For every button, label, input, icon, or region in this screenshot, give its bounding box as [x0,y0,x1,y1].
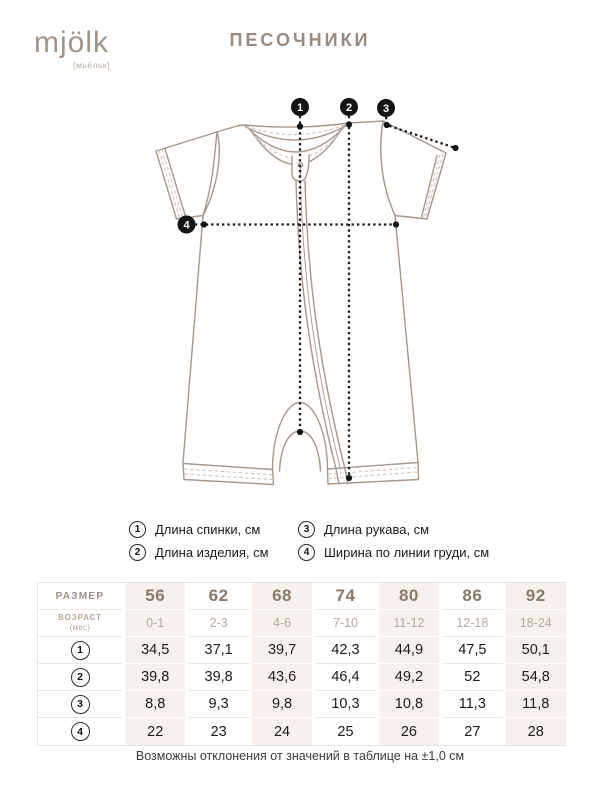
diagram-marker-2 [340,98,358,116]
measurement-cell [442,718,502,745]
size-cell [506,583,566,610]
measurement-value: 26 [400,723,417,740]
measurement-value: 10,3 [331,696,360,712]
age-cell [252,610,312,637]
age-header-cell [38,610,122,637]
age-value: 4-6 [273,616,292,630]
measurement-value: 44,9 [394,642,424,658]
age-header-label: ВОЗРАСТ (мес) [58,613,102,632]
size-cell [125,583,185,610]
size-table [37,582,566,746]
row-label-cell-4 [38,718,122,745]
measurement-value: 9,3 [208,696,229,712]
measurement-value: 23 [210,723,227,740]
measurement-value: 9,8 [271,696,293,712]
size-column-92 [506,583,566,745]
row-number-circle: 3 [71,695,90,714]
measurement-cell [442,637,502,664]
table-label-column [38,583,122,745]
measurement-value: 46,4 [331,669,360,685]
size-value: 62 [208,586,229,605]
size-column-86 [442,583,502,745]
measurement-value: 39,7 [267,642,297,658]
measurement-cell [506,718,566,745]
size-value: 56 [145,586,166,605]
measure-endpoint [346,475,352,481]
crotch-seam [280,431,321,471]
measure-endpoint [393,221,399,227]
legend-item-sleeve-length [298,520,429,539]
measurement-value: 47,5 [458,642,487,658]
brand-logo-text: mjölk [34,26,110,59]
measurement-value: 39,8 [204,669,233,685]
measure-endpoint [297,123,303,129]
row-number-circle: 1 [71,641,90,660]
diagram-marker-3 [377,99,395,117]
legend-item-chest-width [298,543,489,562]
age-cell [315,610,375,637]
size-cell [442,583,502,610]
measurement-cell [188,664,248,691]
measurement-cell [252,637,312,664]
measurement-cell [125,691,185,718]
svg-text:3: 3 [382,102,390,115]
measurement-value: 39,8 [141,669,170,685]
row-number-circle: 2 [71,668,90,687]
size-value: 92 [525,586,546,605]
measurement-value: 37,1 [204,642,233,658]
legend-number-circle: 4 [298,544,315,561]
measurement-cell [252,718,312,745]
row-label-cell-2 [38,664,122,691]
age-value: 18-24 [519,616,552,630]
legend-item-item-length [129,543,269,562]
measurement-cell [506,637,566,664]
age-cell [442,610,502,637]
measurement-value: 11,3 [458,696,486,712]
size-column-56 [125,583,185,745]
measurement-cell [379,637,439,664]
legend-number-circle: 1 [129,521,146,538]
row-number-circle: 4 [71,722,90,741]
measurement-cell [506,664,566,691]
measurement-cell [379,691,439,718]
row-label-cell-1 [38,637,122,664]
measurement-value: 54,8 [521,669,550,685]
measurement-value: 11,8 [522,696,550,712]
tolerance-note: Возможны отклонения от значений в таблице на ±1,0 см [135,749,465,763]
measure-endpoint [452,145,458,151]
age-value: 11-12 [393,616,425,630]
measurement-cell [315,718,375,745]
measurement-cell [188,718,248,745]
legend-number-circle: 3 [298,521,315,538]
svg-text:1: 1 [296,101,304,114]
measurement-value: 22 [147,723,164,740]
measurement-cell [379,664,439,691]
measure-endpoint [384,122,390,128]
measurement-value: 27 [464,723,481,740]
measurement-cell [252,691,312,718]
page-title: ПЕСОЧНИКИ [229,30,371,50]
legend-label: Длина рукава, см [324,522,430,537]
size-cell [252,583,312,610]
svg-text:2: 2 [345,101,353,114]
measurement-value: 43,6 [267,669,297,685]
age-cell [125,610,185,637]
measurement-cell [442,664,502,691]
age-cell [188,610,248,637]
brand-logo-transcription: [мьёльк] [73,60,110,70]
measurement-cell [125,664,185,691]
size-cell [315,583,375,610]
legend-number-circle: 2 [129,544,146,561]
row-label-cell-3 [38,691,122,718]
size-column-62 [188,583,248,745]
measurement-value: 50,1 [521,642,550,658]
measurement-cell [252,664,312,691]
legend-label: Ширина по линии груди, см [324,544,490,560]
measure-endpoint [201,221,207,227]
age-cell [379,610,439,637]
legend-label: Длина изделия, см [155,544,269,560]
measurement-value: 28 [527,723,544,740]
measure-endpoint [297,429,303,435]
size-column-74 [315,583,375,745]
size-column-68 [252,583,312,745]
size-header-cell [38,583,122,610]
measurement-cell [379,718,439,745]
measurement-cell [442,691,502,718]
measurement-value: 49,2 [394,669,424,685]
measurement-cell [315,664,375,691]
measurement-value: 24 [273,723,291,740]
measure-endpoint [346,121,352,127]
legend-label: Длина спинки, см [155,522,261,537]
measurement-value: 10,8 [394,696,424,712]
measurement-value: 8,8 [145,696,166,712]
measurement-cell [125,718,185,745]
measurement-cell [125,637,185,664]
age-value: 7-10 [332,616,358,630]
size-cell [188,583,248,610]
size-value: 74 [335,586,356,605]
legend-item-back-length [129,520,260,539]
diagram-marker-1 [291,98,309,116]
diagram-marker-4 [178,216,196,234]
size-value: 80 [398,586,419,605]
measurement-value: 42,3 [331,642,360,658]
measurement-cell [315,637,375,664]
measurement-value: 52 [464,669,481,685]
age-value: 0-1 [146,616,165,630]
size-column-80 [379,583,439,745]
measurement-cell [506,691,566,718]
measurement-cell [188,691,248,718]
age-value: 12-18 [456,616,489,630]
size-value: 68 [272,586,293,605]
size-header-label: РАЗМЕР [55,590,105,602]
age-cell [506,610,566,637]
measurement-value: 25 [337,723,354,740]
measurement-value: 34,5 [141,642,170,658]
svg-text:4: 4 [183,219,190,232]
age-value: 2-3 [209,616,228,630]
measurement-cell [188,637,248,664]
measurement-cell [315,691,375,718]
size-value: 86 [462,586,483,605]
size-cell [379,583,439,610]
